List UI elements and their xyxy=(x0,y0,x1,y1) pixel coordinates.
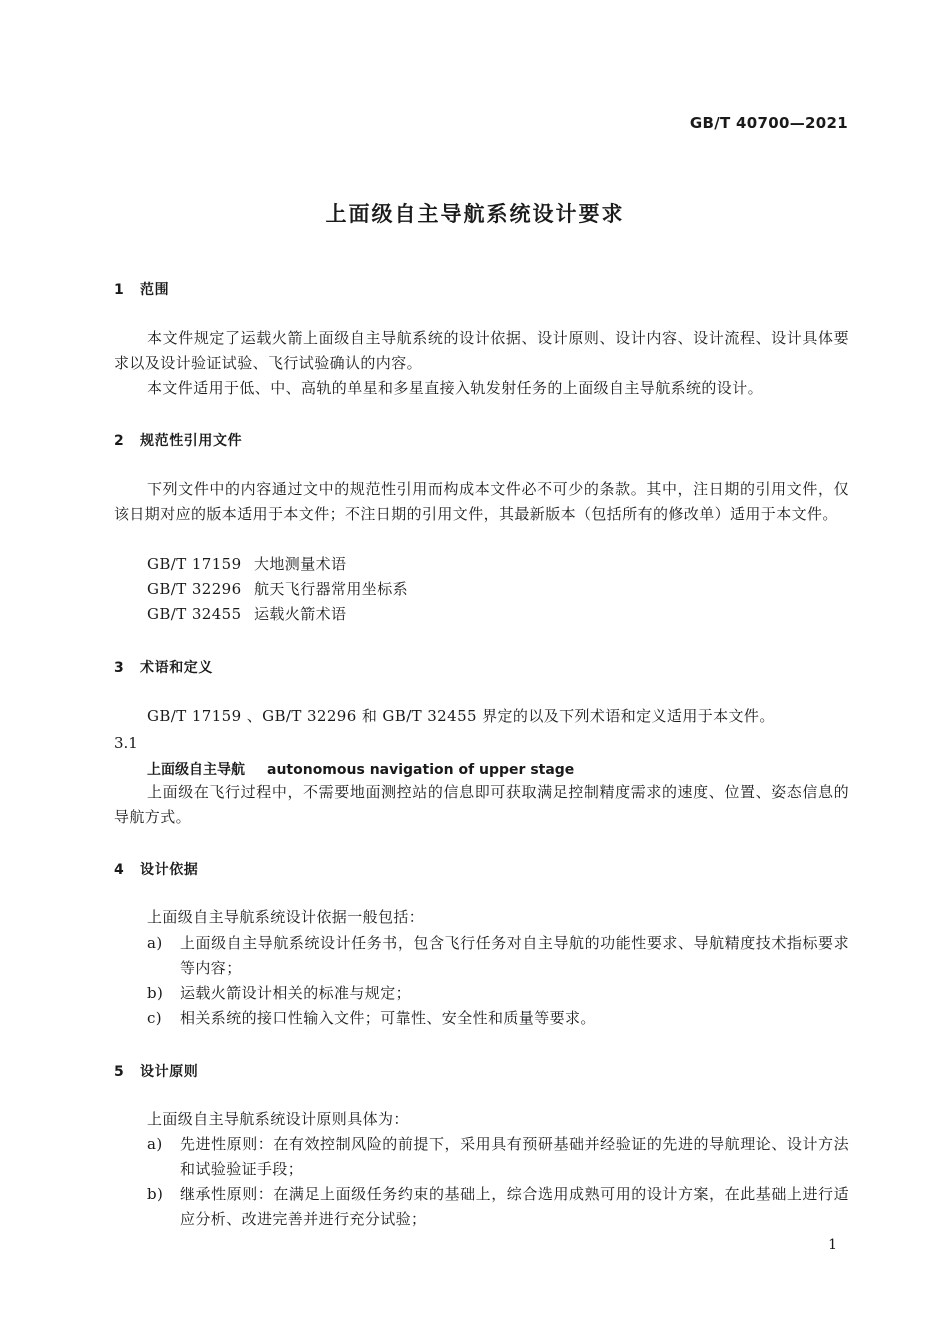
section-4-intro: 上面级自主导航系统设计依据一般包括： xyxy=(147,908,425,926)
reference-name: 航天飞行器常用坐标系 xyxy=(254,580,409,598)
list-item-label: c) xyxy=(147,1009,163,1027)
list-item-text: 上面级自主导航系统设计任务书，包含飞行任务对自主导航的功能性要求、导航精度技术指标要求等内容； xyxy=(180,934,849,977)
section-title: 设计依据 xyxy=(140,862,199,878)
term-english: autonomous navigation of upper stage xyxy=(267,762,575,778)
list-item-text: 继承性原则：在满足上面级任务约束的基础上，综合选用成熟可用的设计方案，在此基础上进行适应分析、改进完善并进行充分试验； xyxy=(180,1185,849,1228)
section-4-heading xyxy=(114,859,198,879)
page-number: 1 xyxy=(828,1237,837,1253)
section-number: 4 xyxy=(114,862,125,878)
section-title: 规范性引用文件 xyxy=(140,433,243,449)
section-3-paragraph-1: GB/T 17159 、GB/T 32296 和 GB/T 32455 界定的以及下列术语和定义适用于本文件。 xyxy=(147,707,775,725)
section-number: 3 xyxy=(114,660,125,676)
section-2-heading xyxy=(114,430,242,450)
reference-item xyxy=(147,577,408,602)
list-item-label: b) xyxy=(147,1185,164,1203)
term-definition: 上面级在飞行过程中，不需要地面测控站的信息即可获取满足控制精度需求的速度、位置、姿态信息的导航方式。 xyxy=(114,783,849,826)
list-item-label: a) xyxy=(147,934,163,952)
reference-name: 运载火箭术语 xyxy=(254,605,347,623)
section-5-heading xyxy=(114,1061,198,1081)
list-item-text: 运载火箭设计相关的标准与规定； xyxy=(180,984,412,1002)
reference-code: GB/T 32455 xyxy=(147,605,242,623)
section-title: 设计原则 xyxy=(140,1064,199,1080)
list-item xyxy=(147,981,849,1006)
list-item xyxy=(147,931,849,981)
term-entry xyxy=(147,759,574,779)
list-item xyxy=(147,1006,849,1031)
reference-code: GB/T 17159 xyxy=(147,555,242,573)
section-1-paragraph-2: 本文件适用于低、中、高轨的单星和多星直接入轨发射任务的上面级自主导航系统的设计。 xyxy=(147,379,764,397)
reference-code: GB/T 32296 xyxy=(147,580,242,598)
section-number: 1 xyxy=(114,282,125,298)
term-chinese: 上面级自主导航 xyxy=(147,762,245,778)
section-5-intro: 上面级自主导航系统设计原则具体为： xyxy=(147,1110,409,1128)
section-3-heading xyxy=(114,657,213,677)
document-title: 上面级自主导航系统设计要求 xyxy=(325,202,625,226)
section-1-heading xyxy=(114,279,169,299)
term-number: 3.1 xyxy=(114,734,138,752)
standard-number: GB/T 40700—2021 xyxy=(689,114,848,132)
reference-item xyxy=(147,552,346,577)
list-item-text: 相关系统的接口性输入文件；可靠性、安全性和质量等要求。 xyxy=(180,1009,596,1027)
list-item xyxy=(147,1182,849,1232)
list-item xyxy=(147,1132,849,1182)
section-1-paragraph-1: 本文件规定了运载火箭上面级自主导航系统的设计依据、设计原则、设计内容、设计流程、设计具体要求以及设计验证试验、飞行试验确认的内容。 xyxy=(114,329,849,372)
list-item-label: a) xyxy=(147,1135,163,1153)
section-title: 范围 xyxy=(140,282,170,298)
section-title: 术语和定义 xyxy=(140,660,213,676)
reference-name: 大地测量术语 xyxy=(254,555,347,573)
reference-item xyxy=(147,602,346,627)
section-number: 5 xyxy=(114,1064,125,1080)
section-number: 2 xyxy=(114,433,125,449)
list-item-label: b) xyxy=(147,984,164,1002)
list-item-text: 先进性原则：在有效控制风险的前提下，采用具有预研基础并经验证的先进的导航理论、设计方法和试验验证手段； xyxy=(180,1135,849,1178)
section-2-paragraph-1: 下列文件中的内容通过文中的规范性引用而构成本文件必不可少的条款。其中，注日期的引用文件，仅该日期对应的版本适用于本文件；不注日期的引用文件，其最新版本（包括所有的修改单）适用于本文件。 xyxy=(114,480,849,523)
